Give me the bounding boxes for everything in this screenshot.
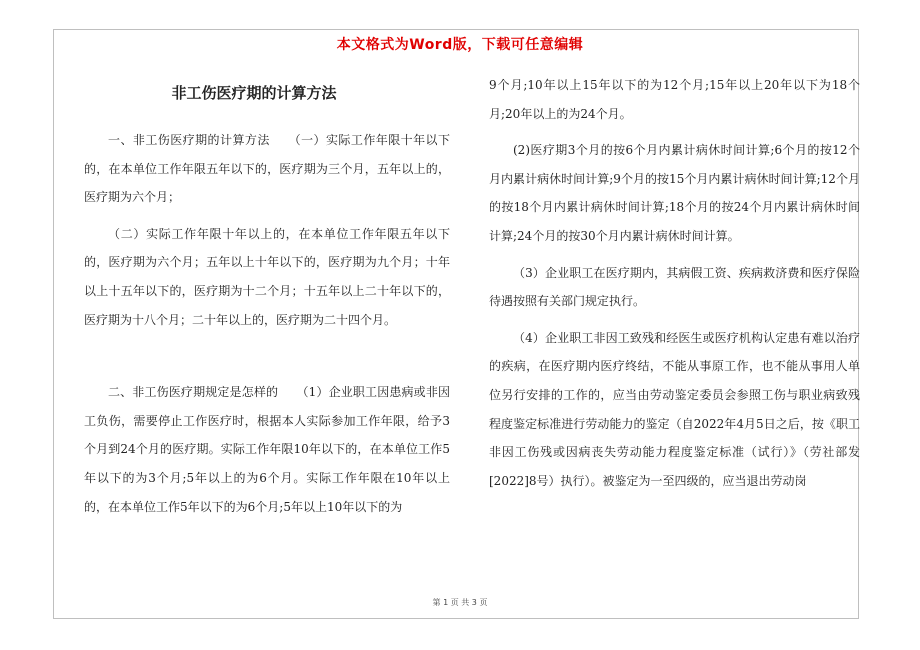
paragraph: （二）实际工作年限十年以上的，在本单位工作年限五年以下的，医疗期为六个月；五年以上十年以下的，医疗期为九个月；十年以上十五年以下的，医疗期为十二个月；十五年以上二十年以下的，医疗期为十八个月；二十年以上的，医疗期为二十四个月。 (84, 226, 450, 327)
left-column (84, 126, 450, 521)
paragraph: （3）企业职工在医疗期内，其病假工资、疾病救济费和医疗保险待遇按照有关部门规定执行。 (489, 265, 860, 309)
paragraph: （4）企业职工非因工致残和经医生或医疗机构认定患有难以治疗的疾病，在医疗期内医疗终结，不能从事原工作，也不能从事用人单位另行安排的工作的，应当由劳动鉴定委员会参照工伤与职业病致残程度鉴定标准进行劳动能力的鉴定（自2022年4月5日之后，按《职工非因工伤残或因病丧失劳动能力程度鉴定标准（试行）》（劳社部发[2022]8号）执行）。被鉴定为一至四级的，应当退出劳动岗 (489, 330, 860, 488)
right-column (489, 71, 860, 495)
paragraph: 二、非工伤医疗期规定是怎样的 （1）企业职工因患病或非因工负伤，需要停止工作医疗时，根据本人实际参加工作年限，给予3个月到24个月的医疗期。实际工作年限10年以下的，在本单位工作5年以下的为3个月;5年以上的为6个月。实际工作年限在10年以上的，在本单位工作5年以下的为6个月;5年以上10年以下的为 (84, 385, 450, 514)
document-title: 非工伤医疗期的计算方法 (171, 84, 337, 102)
paragraph: (2)医疗期3个月的按6个月内累计病休时间计算;6个月的按12个月内累计病休时间计算;9个月的按15个月内累计病休时间计算;12个月的按18个月内累计病休时间计算;18个月的按24个月内累计病休时间计算;24个月的按30个月内累计病休时间计算。 (489, 143, 860, 243)
page-number-footer: 第 1 页 共 3 页 (432, 598, 488, 607)
word-format-banner: 本文格式为Word版，下载可任意编辑 (336, 37, 584, 53)
paragraph: 一、非工伤医疗期的计算方法 （一）实际工作年限十年以下的，在本单位工作年限五年以下的，医疗期为三个月，五年以上的，医疗期为六个月； (84, 133, 450, 205)
paragraph: 9个月;10年以上15年以下的为12个月;15年以上20年以下为18个月;20年以上的为24个月。 (489, 78, 860, 121)
